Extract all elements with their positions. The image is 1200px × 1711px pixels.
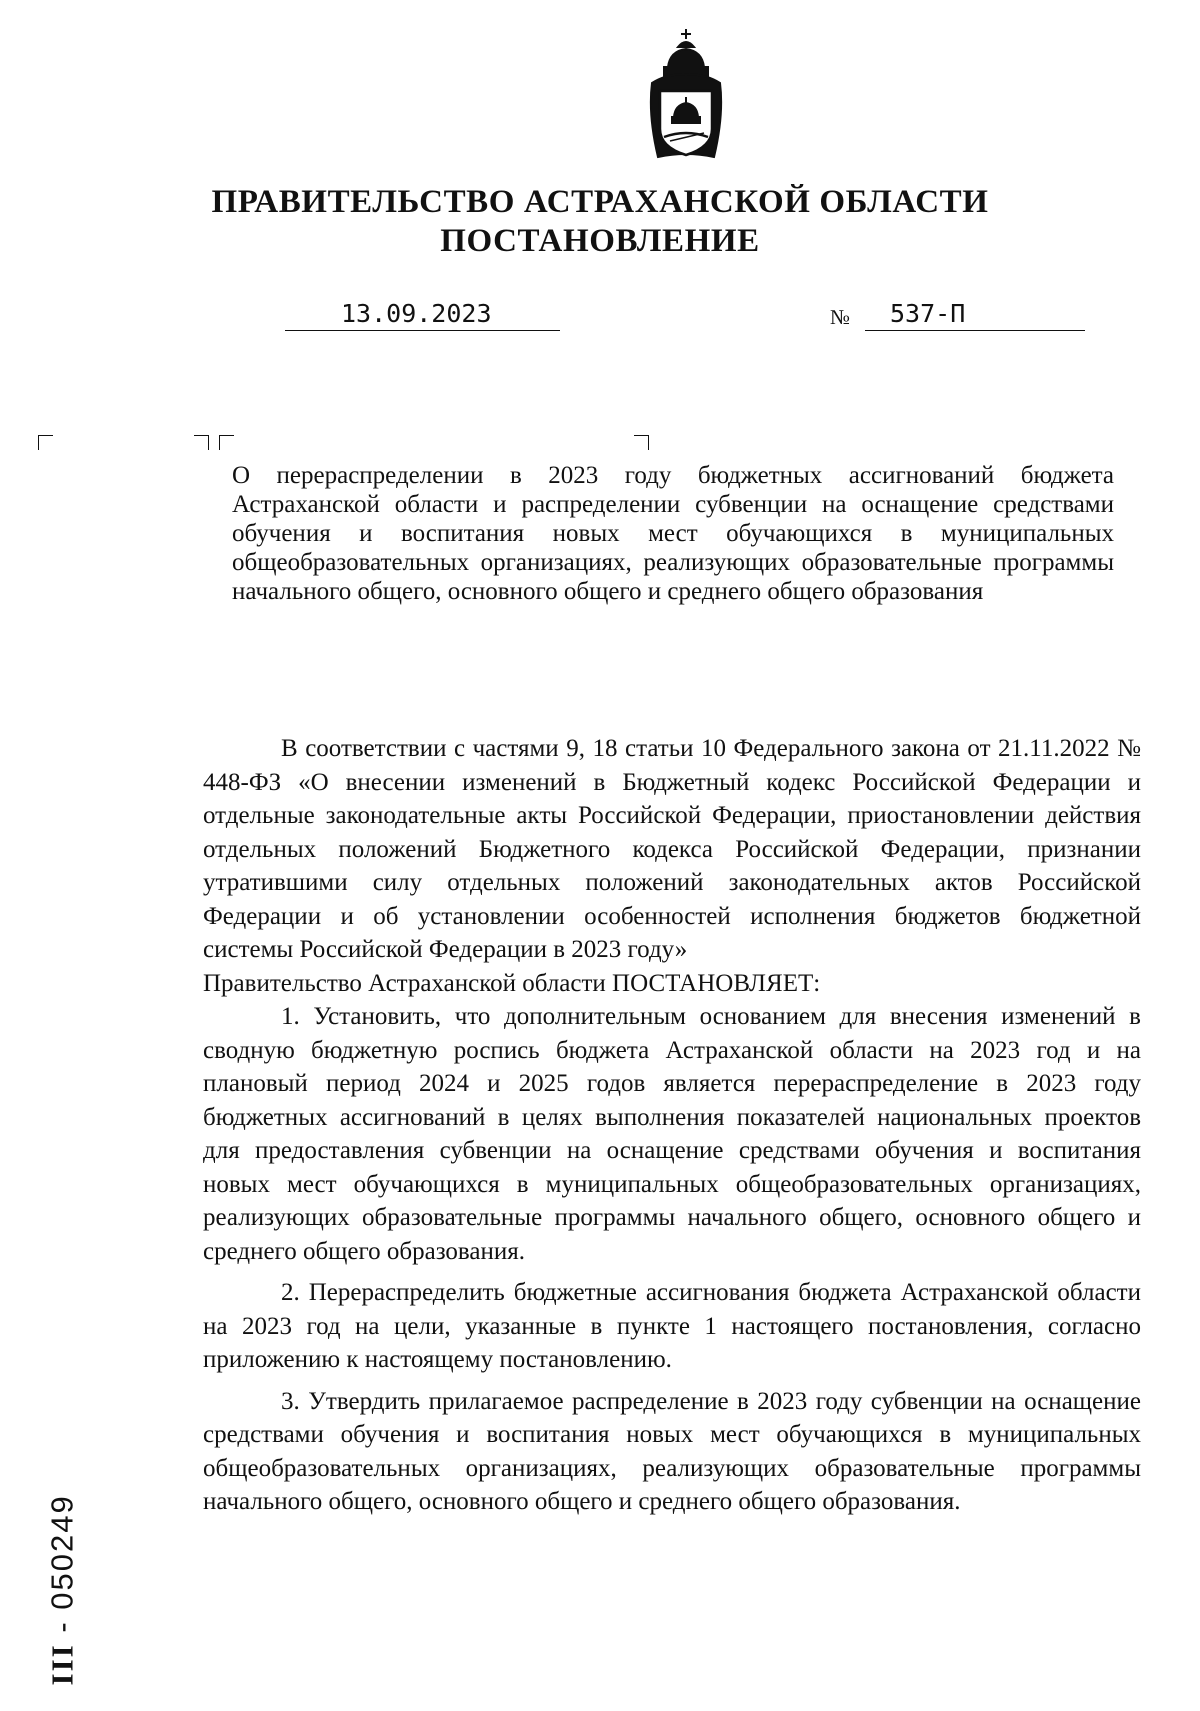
preamble: В соответствии с частями 9, 18 статьи 10 Федерального закона от 21.11.2022 № 448-ФЗ «О внесении изменений в Бюджетный кодекс Российской Федерации и отдельные законодательные акты Российской Федерации, приостановлении действия отдельных положений Бюджетного кодекса Российской Федерации, признании утратившими силу отдельных положений законодательных актов Российской Федерации и об установлении особенностей исполнения бюджетов бюджетной системы Российской Федерации в 2023 году» [203, 735, 1141, 963]
clause-1: 1. Установить, что дополнительным основанием для внесения изменений в сводную бюджетную роспись бюджета Астраханской области на 2023 год и на плановый период 2024 и 2025 годов является перераспределение в 2023 году бюджетных ассигнований в целях выполнения показателей национальных проектов для предоставления субвенции на оснащение средствами обучения и воспитания новых мест обучающихся в муниципальных общеобразовательных организациях, реализующих образовательные программы начального общего, основного общего и среднего общего образования. [203, 1003, 1141, 1265]
document-subject: О перераспределении в 2023 году бюджетных ассигнований бюджета Астраханской области и распределении субвенции на оснащение средствами обучения и воспитания новых мест обучающихся в муниципальных общеобразовательных организациях, реализующих образовательные программы начального общего, основного общего и среднего общего образования [232, 462, 1114, 605]
document-number: 537-П [865, 298, 1085, 331]
document-date: 13.09.2023 [285, 298, 560, 331]
document-body [203, 732, 1141, 1519]
coat-of-arms-emblem [640, 25, 732, 175]
resolution-statement: Правительство Астраханской области ПОСТАНОВЛЯЕТ: [203, 969, 821, 997]
form-serial-code [38, 1380, 88, 1685]
form-series: III [44, 1643, 80, 1686]
number-label: № [830, 305, 851, 329]
form-number: 050249 [44, 1494, 80, 1610]
form-separator: - [44, 1609, 80, 1644]
corner-mark-subject-start-right [194, 435, 209, 450]
corner-mark-left [38, 435, 53, 450]
organization-title: ПРАВИТЕЛЬСТВО АСТРАХАНСКОЙ ОБЛАСТИ [211, 184, 989, 220]
clause-3: 3. Утвердить прилагаемое распределение в 2023 году субвенции на оснащение средствами обучения и воспитания новых мест обучающихся в муниципальных общеобразовательных организациях, реализующих образовательные программы начального общего, основного общего и среднего общего образования. [203, 1387, 1141, 1515]
corner-mark-subject-end [634, 435, 649, 450]
clause-2: 2. Перераспределить бюджетные ассигнования бюджета Астраханской области на 2023 год на цели, указанные в пункте 1 настоящего постановления, согласно приложению к настоящему постановлению. [203, 1279, 1141, 1373]
document-type: ПОСТАНОВЛЕНИЕ [440, 223, 760, 259]
corner-mark-subject-start [219, 435, 234, 450]
